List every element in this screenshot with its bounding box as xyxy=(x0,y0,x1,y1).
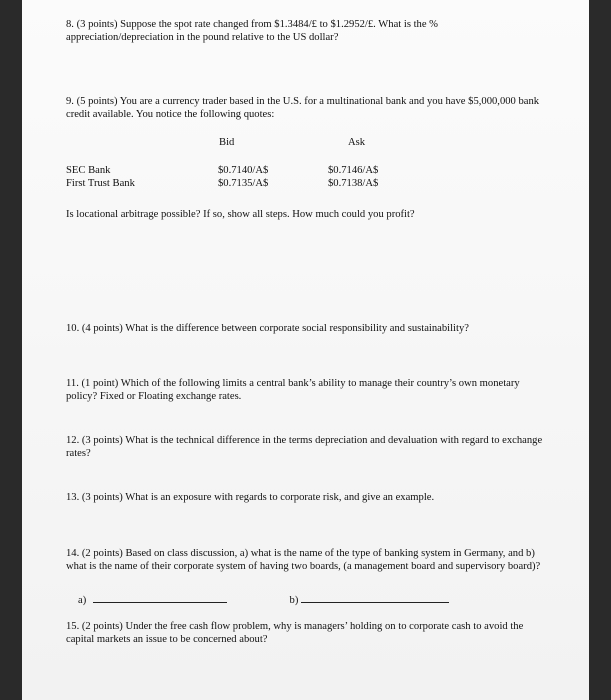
question-9-followup: Is locational arbitrage possible? If so, show all steps. How much could you profit? xyxy=(66,209,415,220)
ask-quote: $0.7138/A$ xyxy=(328,178,379,189)
answer-a-line[interactable] xyxy=(93,592,227,603)
question-9: 9. (5 points) You are a currency trader based in the U.S. for a multinational bank and you have $5,000,000 bank credit available. You notice the following quotes: xyxy=(66,96,540,120)
question-8: 8. (3 points) Suppose the spot rate changed from $1.3484/£ to $1.2952/£. What is the % appreciation/depreciation in the pound relative to the US dollar? xyxy=(66,19,439,43)
ask-quote: $0.7146/A$ xyxy=(328,165,379,176)
answer-b-label: b) xyxy=(289,595,299,606)
ask-header: Ask xyxy=(348,137,366,148)
question-14: 14. (2 points) Based on class discussion, a) what is the name of the type of banking system in Germany, and b) what is the name of their corporate system of having two boards, (a management board and supervisory board)? xyxy=(66,548,541,572)
bank-name: SEC Bank xyxy=(66,165,111,176)
question-10: 10. (4 points) What is the difference between corporate social responsibility and sustainability? xyxy=(66,323,469,334)
question-15: 15. (2 points) Under the free cash flow problem, why is managers’ holding on to corporate cash to avoid the capital markets an issue to be concerned about? xyxy=(66,621,524,645)
question-13: 13. (3 points) What is an exposure with regards to corporate risk, and give an example. xyxy=(66,492,435,503)
question-14-answer-lines xyxy=(78,592,498,607)
answer-b-line[interactable] xyxy=(301,592,449,603)
answer-a-label: a) xyxy=(78,595,87,606)
question-12: 12. (3 points) What is the technical difference in the terms depreciation and devaluation with regard to exchange rates? xyxy=(66,435,543,459)
bid-quote: $0.7135/A$ xyxy=(218,178,269,189)
bid-quote: $0.7140/A$ xyxy=(218,165,269,176)
bid-header: Bid xyxy=(219,137,235,148)
bank-name: First Trust Bank xyxy=(66,178,135,189)
document-page xyxy=(22,0,589,700)
question-11: 11. (1 point) Which of the following limits a central bank’s ability to manage their country’s own monetary policy? Fixed or Floating exchange rates. xyxy=(66,378,520,402)
